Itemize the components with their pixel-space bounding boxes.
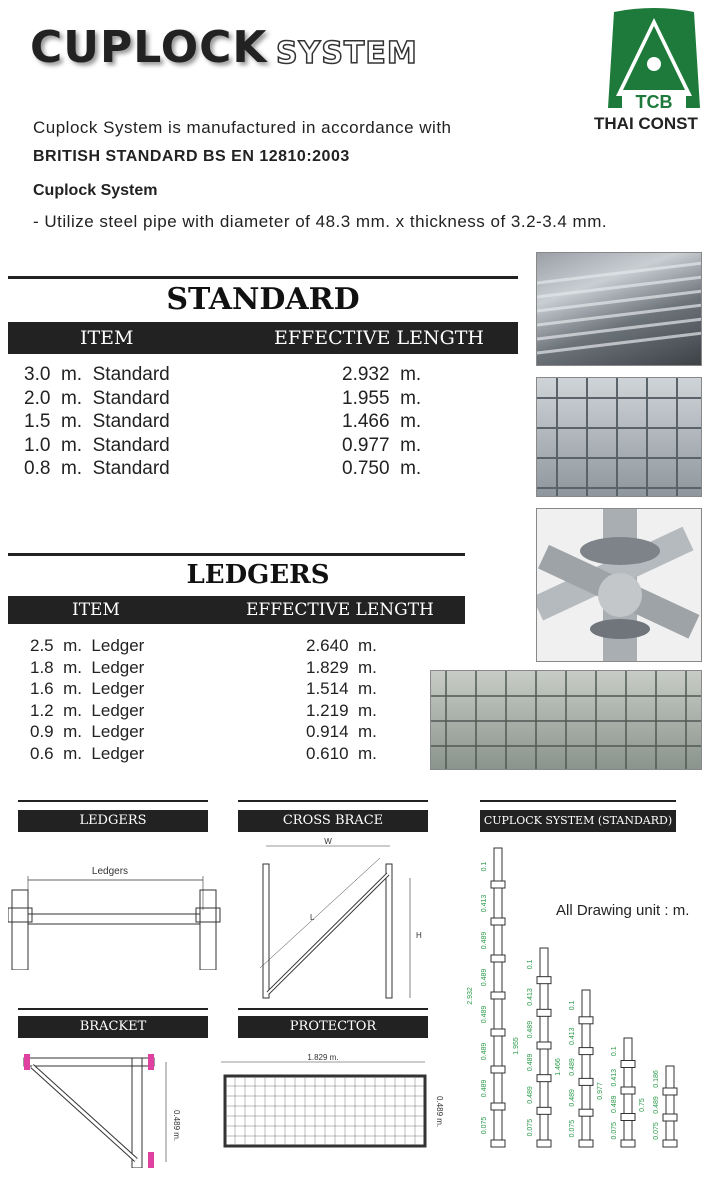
standard-length: 0.750 m. xyxy=(342,458,422,479)
brand-title: CUPLOCK xyxy=(30,22,268,73)
cup-joint xyxy=(491,1029,505,1036)
standard-item: 2.0 m. Standard xyxy=(24,387,170,409)
bracket-drawing xyxy=(18,1048,193,1168)
standard-item: 1.5 m. Standard xyxy=(24,411,170,432)
segment-dim-label: 0.489 xyxy=(611,1095,618,1114)
segment-dim-label: 0.489 xyxy=(527,1086,534,1104)
cuplock-standard-label: CUPLOCK SYSTEM (STANDARD) xyxy=(480,810,676,832)
segment-dim-label: 0.489 xyxy=(527,1053,534,1072)
bracket-dim: 0.489 m. xyxy=(172,1110,181,1142)
cross-brace-l: L xyxy=(310,913,315,922)
segment-dim-label: 0.075 xyxy=(569,1119,576,1138)
standard-length: 2.932 m. xyxy=(342,364,422,385)
cross-brace-drawing xyxy=(240,838,430,1008)
protector-h: 0.489 m. xyxy=(435,1096,444,1128)
segment-dim-label: 0.489 xyxy=(481,968,488,987)
ledgers-item: 0.9 m. Ledger xyxy=(30,722,145,741)
cup-joint xyxy=(537,1075,551,1082)
segment-dim-label: 0.489 xyxy=(481,931,488,950)
segment-dim-label: 0.075 xyxy=(611,1121,618,1140)
segment-dim-label: 0.075 xyxy=(481,1116,488,1135)
ledgers-col-length: EFFECTIVE LENGTH xyxy=(246,600,434,620)
cuplock-draw-rule xyxy=(480,800,676,802)
standard-rule xyxy=(8,276,518,279)
cup-joint xyxy=(537,1107,551,1114)
cup-joint xyxy=(621,1140,635,1147)
segment-dim-label: 0.075 xyxy=(653,1122,660,1140)
segment-dim-label: 0.075 xyxy=(527,1118,534,1137)
standard-pipe xyxy=(666,1066,674,1144)
company-name: THAI CONST xyxy=(594,114,698,133)
cup-joint xyxy=(663,1140,677,1147)
protector-draw-rule xyxy=(238,1008,428,1010)
photo-warehouse-scaffold xyxy=(430,670,702,770)
ledgers-drawing-label: LEDGERS xyxy=(18,810,208,832)
ledgers-item: 1.6 m. Ledger xyxy=(30,679,145,698)
intro-line: Cuplock System is manufactured in accordance with xyxy=(33,118,452,137)
standard-item: 0.8 m. Standard xyxy=(24,458,170,479)
total-length-label: 0.75 xyxy=(639,1098,646,1112)
cross-brace-w: W xyxy=(324,838,332,846)
ledgers-col-item: ITEM xyxy=(72,600,120,620)
total-length-label: 0.977 xyxy=(597,1082,604,1100)
standard-length: 1.955 m. xyxy=(342,387,422,409)
segment-dim-label: 0.413 xyxy=(569,1027,576,1045)
protector-w: 1.829 m. xyxy=(307,1053,339,1062)
standard-col-item: ITEM xyxy=(80,327,134,349)
segment-dim-label: 0.1 xyxy=(569,1000,576,1011)
drawing-unit-note: All Drawing unit : m. xyxy=(556,902,690,919)
total-length-label: 1.955 xyxy=(513,1037,520,1055)
spec-bullet: - Utilize steel pipe with diameter of 48.3 mm. x thickness of 3.2-3.4 mm. xyxy=(33,212,608,231)
segment-dim-label: 0.1 xyxy=(527,959,534,970)
brand-subtitle: SYSTEM xyxy=(276,36,418,71)
standard-title: STANDARD xyxy=(166,282,360,317)
segment-dim-label: 0.489 xyxy=(569,1089,576,1107)
ledgers-length: 1.829 m. xyxy=(306,657,377,677)
cup-joint xyxy=(663,1114,677,1121)
ledgers-item: 1.2 m. Ledger xyxy=(30,700,145,720)
cup-joint xyxy=(579,1017,593,1024)
protector-drawing xyxy=(215,1052,445,1152)
cup-joint xyxy=(537,1009,551,1016)
standard-col-length: EFFECTIVE LENGTH xyxy=(274,327,484,349)
segment-dim-label: 0.489 xyxy=(653,1096,660,1114)
standard-reference: BRITISH STANDARD BS EN 12810:2003 xyxy=(33,148,350,165)
photo-stacked-standards xyxy=(536,252,702,366)
ledgers-header-bar xyxy=(8,596,465,624)
cuplock-standards-drawing xyxy=(458,838,698,1154)
standard-pipe xyxy=(582,990,590,1144)
cup-joint xyxy=(491,1140,505,1147)
cup-joint xyxy=(621,1087,635,1094)
segment-dim-label: 0.489 xyxy=(481,1005,488,1024)
segment-dim-label: 0.1 xyxy=(611,1046,618,1057)
standard-item: 3.0 m. Standard xyxy=(24,364,170,385)
photo-scaffold-frame xyxy=(536,377,702,497)
ledgers-drawing xyxy=(8,850,223,970)
segment-dim-label: 0.413 xyxy=(481,894,488,913)
cup-joint xyxy=(621,1061,635,1068)
cup-joint xyxy=(579,1109,593,1116)
bracket-label: BRACKET xyxy=(18,1016,208,1038)
segment-dim-label: 0.413 xyxy=(527,988,534,1006)
cup-joint xyxy=(491,881,505,888)
segment-dim-label: 0.489 xyxy=(569,1058,576,1076)
cup-joint xyxy=(491,955,505,962)
cross-brace-label: CROSS BRACE xyxy=(238,810,428,832)
ledgers-rule xyxy=(8,553,465,556)
subheading: Cuplock System xyxy=(33,182,158,199)
cup-joint xyxy=(537,1042,551,1049)
ledgers-item: 1.8 m. Ledger xyxy=(30,657,145,677)
ledgers-caption: Ledgers xyxy=(91,866,129,877)
photo-cup-joint xyxy=(536,508,702,662)
ledgers-draw-rule xyxy=(18,800,208,802)
ledgers-item: 2.5 m. Ledger xyxy=(30,636,145,655)
segment-dim-label: 0.1 xyxy=(481,861,488,872)
standard-length: 1.466 m. xyxy=(342,411,422,432)
bracket-draw-rule xyxy=(18,1008,208,1010)
segment-dim-label: 0.489 xyxy=(527,1020,534,1039)
cup-joint xyxy=(491,1066,505,1073)
ledgers-title: LEDGERS xyxy=(186,560,330,590)
cup-joint xyxy=(537,1140,551,1147)
ledgers-length: 1.514 m. xyxy=(306,679,377,698)
cup-joint xyxy=(663,1088,677,1095)
tcb-logo xyxy=(606,8,702,112)
cup-joint xyxy=(579,1140,593,1147)
cup-joint xyxy=(579,1048,593,1055)
ledgers-item: 0.6 m. Ledger xyxy=(30,743,145,763)
total-length-label: 2.932 xyxy=(467,987,474,1005)
logo-text: TCB xyxy=(635,92,673,112)
total-length-label: 1.466 xyxy=(555,1058,562,1076)
cup-joint xyxy=(491,1103,505,1110)
protector-label: PROTECTOR xyxy=(238,1016,428,1038)
segment-dim-label: 0.489 xyxy=(481,1042,488,1061)
standard-length: 0.977 m. xyxy=(342,434,422,456)
segment-dim-label: 0.413 xyxy=(611,1068,618,1087)
cup-joint xyxy=(537,977,551,984)
standard-header-bar xyxy=(8,322,518,354)
cross-brace-draw-rule xyxy=(238,800,428,802)
cup-joint xyxy=(579,1078,593,1085)
ledgers-length: 1.219 m. xyxy=(306,700,377,720)
segment-dim-label: 0.186 xyxy=(653,1070,660,1088)
segment-dim-label: 0.489 xyxy=(481,1079,488,1098)
cup-joint xyxy=(491,918,505,925)
standard-item: 1.0 m. Standard xyxy=(24,434,170,456)
ledgers-length: 0.610 m. xyxy=(306,743,377,763)
ledgers-length: 0.914 m. xyxy=(306,722,377,741)
cup-joint xyxy=(491,992,505,999)
cup-joint xyxy=(621,1114,635,1121)
ledgers-length: 2.640 m. xyxy=(306,636,377,655)
cross-brace-h: H xyxy=(416,931,422,940)
